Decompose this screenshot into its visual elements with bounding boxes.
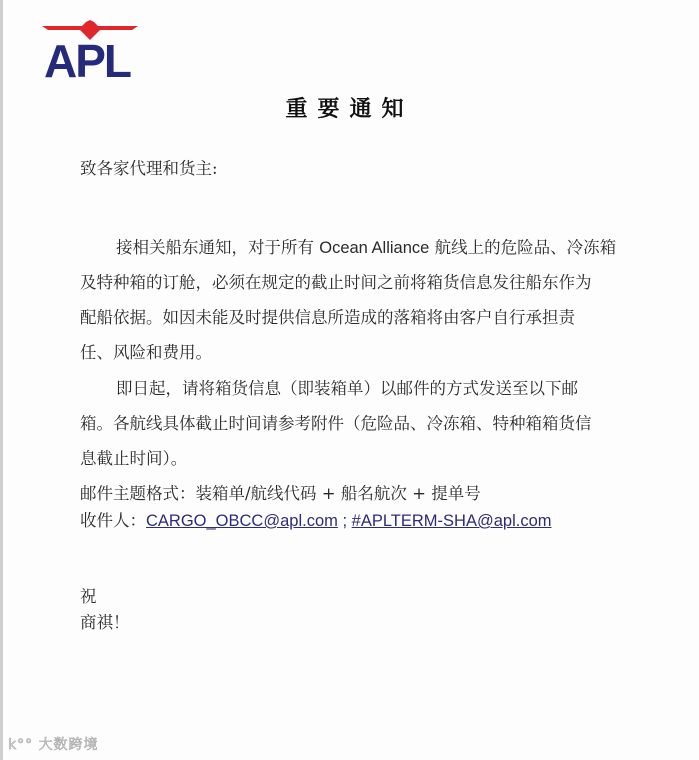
recipients-line xyxy=(80,511,552,531)
watermark-logo-icon: k°° xyxy=(8,737,34,753)
email-link-cargo-obcc[interactable]: CARGO_OBCC@apl.com xyxy=(146,512,338,530)
paragraph2-line1: 即日起，请将箱货信息（即装箱单）以邮件的方式发送至以下邮 xyxy=(116,379,578,398)
paragraph1-line3: 配船依据。如因未能及时提供信息所造成的落箱将由客户自行承担责 xyxy=(80,308,575,327)
paragraph2-line3: 息截止时间）。 xyxy=(80,449,188,468)
logo-text: APL xyxy=(44,35,130,87)
closing-line2: 商祺！ xyxy=(80,613,130,632)
paragraph1-line4: 任、风险和费用。 xyxy=(80,343,212,362)
paragraph2-line2: 箱。各航线具体截止时间请参考附件（危险品、冷冻箱、特种箱箱货信 xyxy=(80,414,592,433)
salutation: 致各家代理和货主: xyxy=(80,159,218,178)
closing-line1: 祝 xyxy=(80,587,97,606)
apl-logo xyxy=(42,20,138,87)
email-separator: ; xyxy=(337,512,352,530)
document-title: 重要通知 xyxy=(285,97,414,122)
subject-format: 邮件主题格式：装箱单/航线代码 + 船名航次 + 提单号 xyxy=(80,484,481,503)
watermark: k°° 大数跨境 xyxy=(8,737,99,753)
paragraph1-line1: 接相关船东通知，对于所有 Ocean Alliance 航线上的危险品、冷冻箱 xyxy=(116,238,617,257)
paragraph1-line2: 及特种箱的订舱，必须在规定的截止时间之前将箱货信息发往船东作为 xyxy=(80,273,592,292)
email-link-aplterm-sha[interactable]: #APLTERM-SHA@apl.com xyxy=(351,512,552,530)
recipients-label: 收件人： xyxy=(80,511,146,530)
